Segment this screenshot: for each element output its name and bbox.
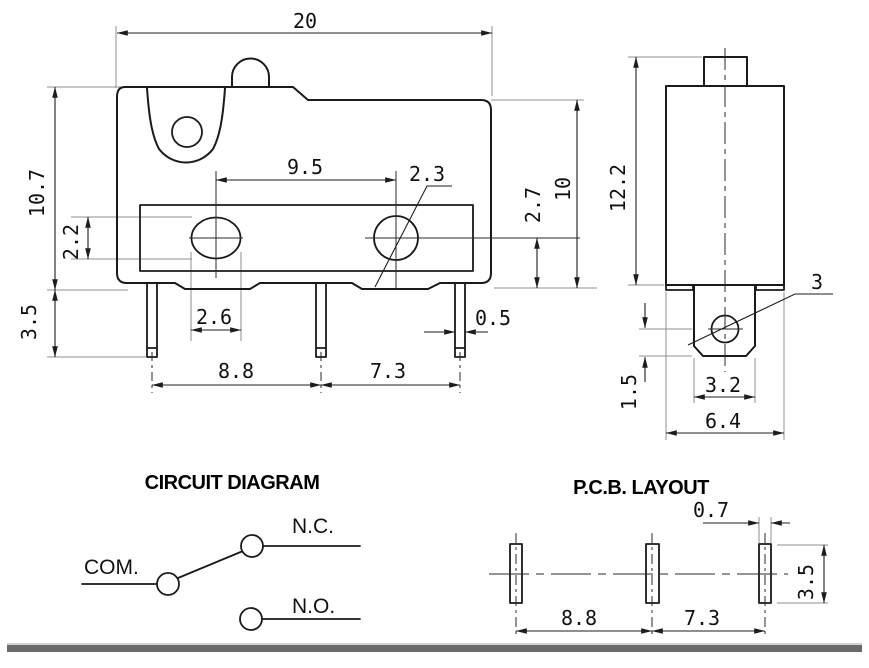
- divider-bar: [7, 645, 862, 652]
- divider-highlight: [7, 643, 862, 645]
- dim-body-depth: [666, 409, 784, 433]
- circuit-diagram-title: CIRCUIT DIAGRAM: [144, 472, 320, 494]
- dim-pad-width: [693, 498, 790, 523]
- circuit-diagram: [82, 472, 360, 630]
- plunger-button-front: [232, 59, 269, 87]
- dim-side-overall-height: [606, 57, 636, 285]
- lug-hole: [172, 117, 202, 147]
- dim-left-hole-width-value: 2.6: [195, 305, 233, 329]
- dim-tab-hole-dia: [688, 270, 833, 345]
- extension-lines: [47, 26, 597, 357]
- dim-overall-width: [117, 9, 492, 33]
- dim-overall-height: [25, 87, 55, 290]
- pcb-layout: [489, 477, 828, 635]
- page-divider: [7, 643, 862, 652]
- com-label: COM.: [84, 556, 139, 579]
- dim-hole-center-to-base-value: 2.7: [521, 186, 545, 224]
- dim-pad-pitch-right: [652, 606, 765, 631]
- dim-mount-hole-height: [59, 217, 88, 260]
- no-label: N.O.: [292, 595, 336, 618]
- dim-terminal-length-value: 3.5: [17, 303, 41, 341]
- dim-pad-width-value: 0.7: [692, 498, 730, 522]
- switch-lever: [178, 551, 243, 578]
- dim-terminal-width-value: 0.5: [474, 306, 512, 330]
- nc-contact: [241, 535, 263, 557]
- dim-hole-spacing: [216, 155, 396, 180]
- dim-body-height: [551, 100, 577, 288]
- dim-right-hole-dia-value: 2.3: [408, 162, 446, 186]
- dim-terminal-length: [17, 290, 55, 357]
- dim-tab-width-value: 3.2: [704, 373, 742, 397]
- dim-pad-pitch-left-value: 8.8: [560, 606, 598, 630]
- dim-body-height-value: 10: [551, 176, 575, 202]
- dim-body-depth-value: 6.4: [704, 409, 742, 433]
- dim-hole-center-to-tip-value: 1.5: [617, 373, 641, 411]
- pad-centerlines: [516, 533, 765, 635]
- dim-tab-hole-dia-value: 3: [810, 270, 824, 294]
- dim-side-overall-height-value: 12.2: [606, 163, 630, 213]
- dim-pad-height: [794, 545, 824, 603]
- front-view: [17, 9, 597, 393]
- com-contact: [157, 573, 179, 595]
- dim-mount-hole-height-value: 2.2: [59, 223, 83, 261]
- dim-tab-width: [694, 373, 755, 397]
- dim-terminal-width: [424, 306, 511, 332]
- pcb-layout-title: P.C.B. LAYOUT: [573, 477, 709, 499]
- mounting-lug: [147, 88, 225, 163]
- dim-hole-center-to-base: [521, 187, 545, 288]
- terminals: [147, 283, 465, 357]
- dim-pad-height-value: 3.5: [794, 563, 818, 601]
- terminal-centerlines: [152, 352, 460, 393]
- dim-overall-height-value: 10.7: [25, 168, 49, 218]
- no-contact: [240, 608, 262, 630]
- dim-terminal-pitch-right-value: 7.3: [369, 359, 407, 383]
- dim-terminal-pitch-right: [321, 359, 460, 385]
- dim-pad-pitch-right-value: 7.3: [683, 606, 721, 630]
- dim-pad-pitch-left: [516, 606, 652, 631]
- dim-left-hole-width: [191, 305, 241, 330]
- dim-terminal-pitch-left-value: 8.8: [217, 359, 255, 383]
- dim-hole-spacing-value: 9.5: [286, 155, 324, 179]
- dim-terminal-pitch-left: [152, 359, 321, 385]
- nc-label: N.C.: [292, 515, 334, 538]
- dim-hole-center-to-tip: [617, 303, 645, 410]
- side-view: [606, 48, 833, 440]
- dim-overall-width-value: 20: [292, 9, 318, 33]
